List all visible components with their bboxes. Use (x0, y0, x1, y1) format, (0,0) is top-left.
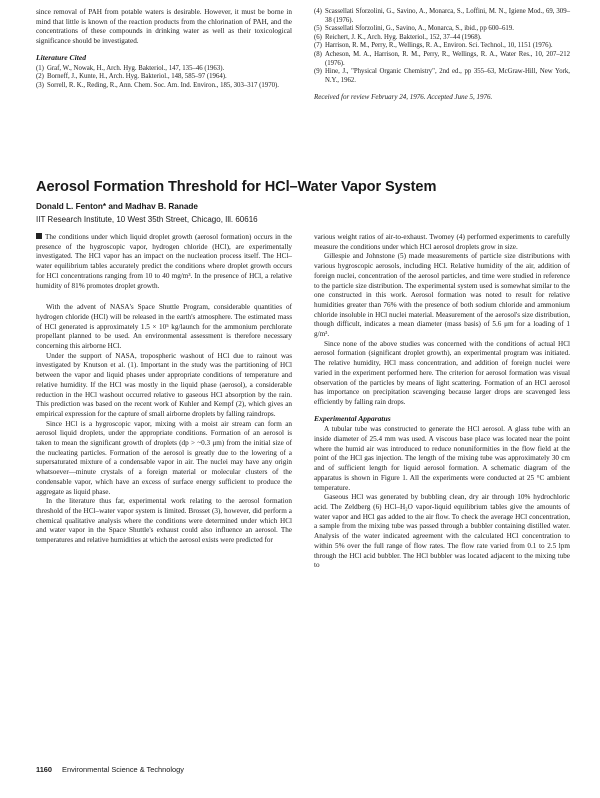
reference-item (314, 68, 570, 85)
body-left-column (36, 233, 292, 546)
page-footer (36, 765, 184, 774)
reference-text: Sorrell, R. K., Reding, R., Ann. Chem. Soc. Am. Ind. Environ., 185, 303–317 (1970). (46, 81, 279, 89)
reference-number: (5) (314, 25, 322, 33)
reference-text: Hine, J., "Physical Organic Chemistry", 2nd ed., pp 355–63, McGraw-Hill, New York, N.Y., 1962. (324, 68, 570, 84)
received-date: Received for review February 24, 1976. Accepted June 5, 1976. (314, 93, 493, 102)
reference-number: (1) (36, 64, 44, 72)
journal-name: Environmental Science & Technology (62, 765, 184, 774)
previous-article-right (314, 8, 570, 103)
reference-number: (6) (314, 33, 322, 41)
reference-item (36, 82, 292, 91)
reference-item (314, 8, 570, 25)
reference-number: (2) (36, 73, 44, 81)
article-title: Aerosol Formation Threshold for HCl–Water Vapor System (36, 179, 437, 195)
body-paragraph: In the literature thus far, experimental work relating to the aerosol formation threshold of the HCl–water vapor system is limited. Brosset (3), however, did perform a chemical qualitative analysis where the conditions were determined under which HCl and water vapor in the Space Shuttle's exhaust could also influence an aerosol. The temperatures and relative humidities at which the aerosol exists were predicted for (36, 497, 292, 545)
body-paragraph: A tubular tube was constructed to generate the HCl aerosol. A glass tube with an inside diameter of 25.4 mm was used. A viscous base place was located near the point where the humid air was introduced to reduce nonuniformities in the flow field at the point of the HCl gas injection. The length of the mixing tube was approximately 30 cm and of sufficient length for liquid aerosol formation. A schematic diagram of the apparatus is shown in Figure 1. All the experiments were conducted at 25 °C ambient temperature. (314, 425, 570, 492)
previous-article-text: since removal of PAH from potable waters is desirable. However, it must be borne in mind that little is known of the reaction products from the chlorination of PAH, and the concentrations of these compounds in drinking water as well as their toxicological significance should be investigated. (36, 8, 292, 46)
abstract-marker (36, 233, 42, 239)
reference-number: (7) (314, 42, 322, 50)
reference-item (314, 42, 570, 51)
reference-number: (3) (36, 81, 44, 89)
reference-item (314, 25, 570, 34)
reference-text: Scassellati Sforzolini, G., Savino, A., Monarca, S., ibid., pp 600–619. (324, 25, 514, 33)
body-right-column (314, 233, 570, 571)
body-paragraph: Gaseous HCl was generated by bubbling clean, dry air through 10% hydrochloric acid. The Zeldberg (6) HCl–H₂O vapor-liquid equilibrium tables give the amounts of water vapor and HCl gas added to the air flow. To check the average HCl concentration, a sample from the mixing tube was passed through a bubbler containing distilled water. Analysis of the water indicated agreement with the calculated HCl concentration to within 5% over the full range of flow rates. The flow rate varied from 0.1 to 2.5 lpm through the HCl acid bubbler. The HCl bubbler was located adjacent to the mixing tube to (314, 493, 570, 570)
reference-list-left (36, 65, 292, 91)
reference-text: Graf, W., Nowak, H., Arch. Hyg. Bakteriol., 147, 135–46 (1963). (46, 64, 225, 72)
reference-text: Acheson, M. A., Harrison, R. M., Perry, R., Wellings, R. A., Water Res., 10, 207–212 (1976). (324, 50, 570, 67)
reference-item (314, 34, 570, 43)
body-paragraph: various weight ratios of air-to-exhaust. Twomey (4) performed experiments to carefully measure the conditions under which HCl aerosol droplets grow in size. (314, 233, 570, 251)
reference-number: (9) (314, 68, 322, 76)
reference-text: Scassellati Sforzolini, G., Savino, A., Monarca, S., Loffini, M. N., Igiene Mod., 69, 309–38 (1976). (324, 8, 570, 24)
reference-number: (8) (314, 50, 322, 58)
section-heading: Experimental Apparatus (314, 413, 391, 423)
abstract (36, 233, 292, 291)
body-paragraph: Under the support of NASA, tropospheric washout of HCl due to rainout was investigated by Knutson et al. (1). Important in the study was the partitioning of HCl between the vapor and liquid phases under appropriate conditions of temperature and relative humidity. If the HCl was mostly in the liquid phase (aerosol), a considerable reduction in the HCl washout occurred relative to gaseous HCl absorption by the rain. This prediction was based on the recent work of Kuhler and Kempf (2), which gives an empirical expression for the capture of small airborne droplets by falling raindrops. (36, 351, 292, 418)
article-authors: Donald L. Fenton* and Madhav B. Ranade (36, 202, 198, 211)
reference-item (314, 51, 570, 68)
article-affiliation: IIT Research Institute, 10 West 35th Street, Chicago, Ill. 60616 (36, 215, 258, 224)
literature-cited-heading: Literature Cited (36, 52, 86, 62)
reference-list-right (314, 8, 570, 85)
page-number: 1160 (36, 765, 53, 774)
reference-text: Borneff, J., Kunte, H., Arch. Hyg. Bakteriol., 148, 585–97 (1964). (46, 73, 227, 81)
reference-item (36, 65, 292, 74)
reference-number: (4) (314, 8, 322, 15)
body-paragraph: Since HCl is a hygroscopic vapor, mixing with a moist air stream can form an aerosol liquid droplets, under the appropriate conditions. Formation of an aerosol is taken to mean the significant growth of droplets (dp > ~0.3 μm) from the initial size of the nucleating particles. Formation of the aerosol is greatly due to the lowering of a supersaturated mixture of a condensable vapor in air. The nuclei may have any origin whatsoever—minute crystals of a foreign material or molecular clusters of the condensable vapor, which have an excess of surface energy sufficient to produce the aggregate as liquid phase. (36, 419, 292, 496)
previous-article-left (36, 8, 292, 90)
body-paragraph: With the advent of NASA's Space Shuttle Program, considerable quantities of hydrogen chloride (HCl) will be released in the earth's atmosphere. The estimated mass of HCl generated is approximately 1.5 × 10⁵ kg/launch for the ammonium perchlorate propellant planned to be used. An environmental assessment is therefore necessary concerning this airborne HCl. (36, 303, 292, 351)
reference-text: Harrison, R. M., Perry, R., Wellings, R. A., Environ. Sci. Technol., 10, 1151 (1976). (324, 42, 553, 50)
body-paragraph: Since none of the above studies was concerned with the conditions of actual HCl aerosol formation (significant droplet growth), an experimental program was initiated. The relative humidity, HCl mass concentration, and addition of foreign nuclei were varied in the experiment performed here. The criterion for aerosol formation was visual observation of the particles by means of light scattering. Formation of an HCl aerosol has importance on precipitation scavenging because larger drops are scavenged less efficiently by falling rain drops. (314, 339, 570, 406)
body-paragraph: Gillespie and Johnstone (5) made measurements of particle size distributions with various hygroscopic aerosols, including HCl. Relative humidity of the air, addition of foreign nuclei, concentration of the aerosol particles, and time were studied in reference to the particle size distribution. The experimental system used is somewhat similar to the one constructed in this work. Aerosol formation was noted to result for relative humidities greater than 76% with the presence of both sodium chloride and ammonium chloride insoluble in HCl nuclei material. Measurement of the aerosol's size distribution, though difficult, indicates a mean diameter (mass basis) of 5.6 μm for a loading of 1 g/m³. (314, 252, 570, 339)
abstract-text: The conditions under which liquid droplet growth (aerosol formation) occurs in the presence of the hygroscopic vapor, hydrogen chloride (HCl), are experimentally investigated. The HCl vapor has an impact on the nucleation process itself. The HCl–water equilibrium tables accurately predict the conditions where droplet growth occurs for HCl concentrations ranging from 10 to 40 mg/m³. In the presence of HCl, a relative humidity of 81% promotes droplet growth. (36, 233, 292, 290)
reference-item (36, 73, 292, 82)
reference-text: Reichert, J. K., Arch. Hyg. Bakteriol., 152, 37–44 (1968). (324, 33, 482, 41)
